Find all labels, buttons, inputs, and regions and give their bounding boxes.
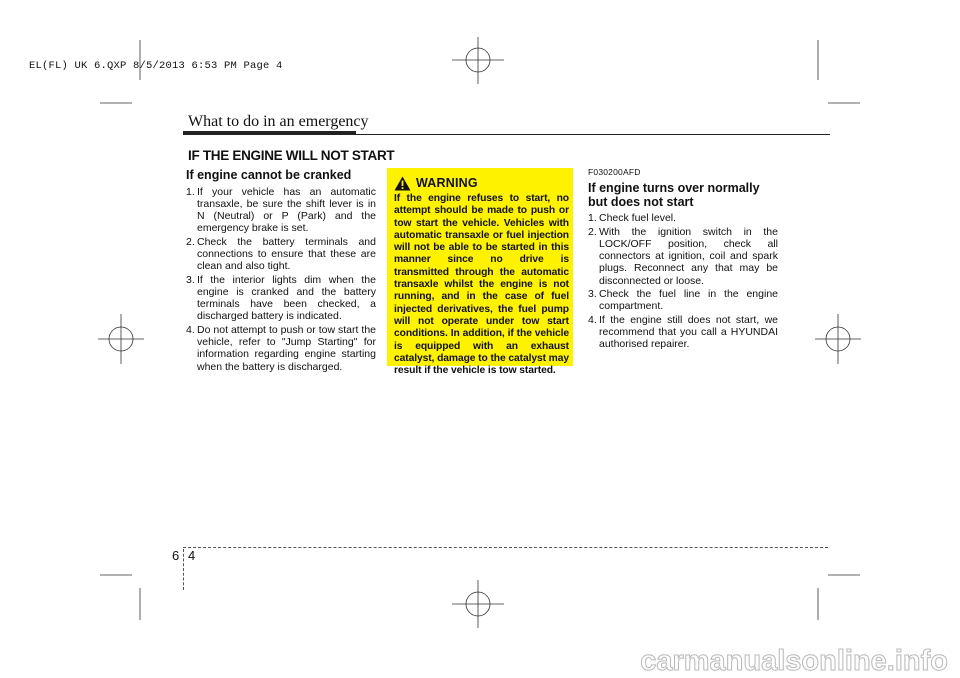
right-subtitle: If engine turns over normally but does not start bbox=[588, 181, 760, 209]
footer-rule bbox=[183, 547, 828, 548]
list-item: 3. Check the fuel line in the engine compartment. bbox=[588, 288, 778, 313]
warning-text: If the engine refuses to start, no attempt should be made to push or tow start the vehicle. Vehicles with automatic transaxle or fuel injection will not be able to be started in this manner since no drive is transmitted through the automatic transaxle whilst the engine is not running, and in the case of fuel injected derivatives, the fuel pump will not operate under tow start conditions. In addition, if the vehicle is equipped with an exhaust catalyst, damage to the catalyst may result if the vehicle is tow started. bbox=[394, 193, 569, 377]
chapter-number: 6 bbox=[172, 548, 180, 563]
list-item: 4. If the engine still does not start, we recommend that you call a HYUNDAI authorised repairer. bbox=[588, 313, 778, 351]
left-subtitle: If engine cannot be cranked bbox=[186, 168, 352, 182]
registration-mark-top bbox=[452, 37, 504, 84]
footer-separator bbox=[183, 549, 184, 590]
registration-mark-bottom bbox=[452, 580, 504, 628]
warning-box bbox=[387, 168, 573, 377]
left-steps bbox=[186, 186, 376, 373]
warning-label: WARNING bbox=[416, 176, 478, 190]
left-column bbox=[186, 169, 376, 374]
registration-mark-left bbox=[98, 314, 144, 364]
page-header-title: What to do in an emergency bbox=[188, 113, 369, 130]
watermark-text: carmanualsonline.info bbox=[640, 645, 948, 677]
list-item: 4. Do not attempt to push or tow start the vehicle, refer to "Jump Starting" for information regarding engine starting when the battery is discharged. bbox=[186, 323, 376, 373]
list-item: 2. Check the battery terminals and connections to ensure that these are clean and also tight. bbox=[186, 235, 376, 273]
section-title: IF THE ENGINE WILL NOT START bbox=[188, 148, 395, 163]
header-rule bbox=[183, 134, 830, 135]
right-column bbox=[588, 166, 778, 352]
list-item: 1. If your vehicle has an automatic transaxle, be sure the shift lever is in N (Neutral) or P (Park) and the emergency brake is set. bbox=[186, 185, 376, 235]
registration-mark-right bbox=[815, 314, 861, 364]
list-item: 1. Check fuel level. bbox=[588, 212, 677, 225]
reference-code: F030200AFD bbox=[588, 167, 641, 177]
list-item: 3. If the interior lights dim when the engine is cranked and the battery terminals have been checked, a discharged battery is indicated. bbox=[186, 273, 376, 323]
list-item: 2. With the ignition switch in the LOCK/OFF position, check all connectors at ignition, coil and spark plugs. Reconnect any that may be disconnected or loose. bbox=[588, 225, 778, 287]
page-number: 4 bbox=[188, 548, 196, 563]
warning-header bbox=[394, 175, 569, 191]
print-slug: EL(FL) UK 6.QXP 8/5/2013 6:53 PM Page 4 bbox=[29, 60, 283, 72]
right-steps bbox=[588, 212, 778, 350]
warning-triangle-icon bbox=[394, 176, 411, 191]
